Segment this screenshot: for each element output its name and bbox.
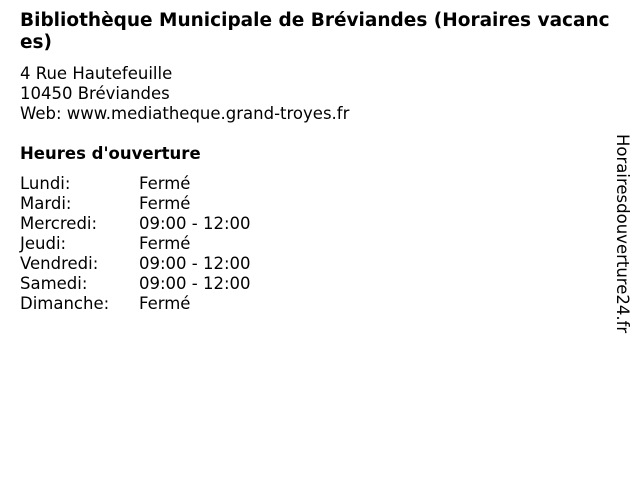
address-city: 10450 Bréviandes [20,84,170,103]
hours-heading: Heures d'ouverture [20,144,201,163]
hours-value: Fermé [139,294,191,313]
site-watermark [604,134,640,344]
hours-value: Fermé [139,234,191,253]
address-block [20,64,349,124]
hours-value: 09:00 - 12:00 [139,274,251,293]
hours-day-label: Mardi: [20,194,72,213]
address-street: 4 Rue Hautefeuille [20,64,173,83]
address-web: Web: www.mediatheque.grand-troyes.fr [20,104,350,123]
hours-value: Fermé [139,194,191,213]
hours-day-label: Vendredi: [20,254,99,273]
hours-day-label: Mercredi: [20,214,98,233]
hours-value: 09:00 - 12:00 [139,214,251,233]
page-title: Bibliothèque Municipale de Bréviandes (Horaires vacances) [20,10,610,53]
hours-day-label: Samedi: [20,274,88,293]
hours-value: 09:00 - 12:00 [139,254,251,273]
hours-value: Fermé [139,174,191,193]
watermark-text: Horairesdouverture24.fr [613,134,632,334]
hours-day-label: Dimanche: [20,294,110,313]
hours-day-label: Lundi: [20,174,71,193]
hours-day-label: Jeudi: [20,234,67,253]
